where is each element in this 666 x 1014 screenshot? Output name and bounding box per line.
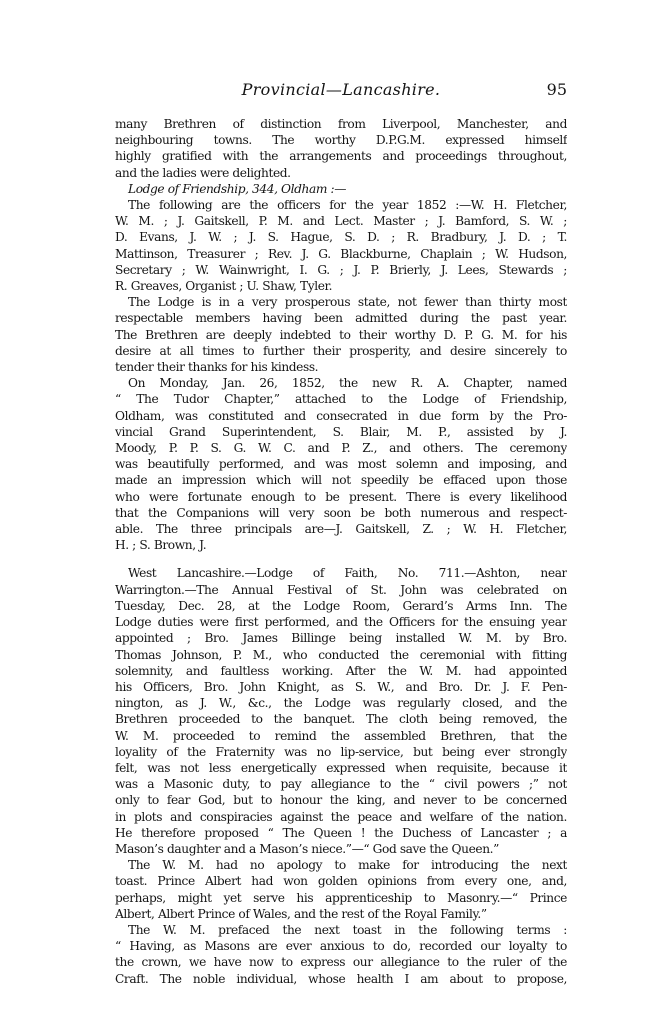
- text-line: W. M. ; J. Gaitskell, P. M. and Lect. Master ; J. Bamford, S. W. ;: [115, 214, 567, 229]
- text-line: that the Companions will very soon be both numerous and respect-: [115, 505, 567, 520]
- text-line: able. The three principals are—J. Gaitskell, Z. ; W. H. Fletcher,: [115, 522, 567, 537]
- text-line: “ Having, as Masons are ever anxious to do, recorded our loyalty to: [115, 939, 567, 954]
- text-line: “ The Tudor Chapter,” attached to the Lodge of Friendship,: [115, 392, 567, 407]
- paragraph-spacer: [115, 553, 567, 565]
- text-line: D. Evans, J. W. ; J. S. Hague, S. D. ; R. Bradbury, J. D. ; T.: [115, 230, 567, 245]
- text-line: Albert, Albert Prince of Wales, and the rest of the Royal Family.”: [115, 906, 487, 921]
- text-line: was a Masonic duty, to pay allegiance to the “ civil powers ;” not: [115, 777, 567, 792]
- text-line: Brethren proceeded to the banquet. The cloth being removed, the: [115, 712, 567, 727]
- text-line: nington, as J. W., &c., the Lodge was regularly closed, and the: [115, 696, 567, 711]
- text-line: He therefore proposed “ The Queen ! the Duchess of Lancaster ; a: [115, 825, 567, 840]
- text-line: West Lancashire.—Lodge of Faith, No. 711.—Ashton, near: [128, 566, 567, 581]
- text-line: Mason’s daughter and a Mason’s niece.”—“ God save the Queen.”: [115, 841, 499, 856]
- text-line: solemnity, and faultless working. After the W. M. had appointed: [115, 663, 567, 678]
- text-line: The W. M. prefaced the next toast in the following terms :: [128, 922, 567, 937]
- text-line: loyality of the Fraternity was no lip-service, but being ever strongly: [115, 744, 567, 759]
- text-line: was beautifully performed, and was most solemn and imposing, and: [115, 457, 567, 472]
- text-line: toast. Prince Albert had won golden opinions from every one, and,: [115, 874, 567, 889]
- text-line: Oldham, was constituted and consecrated in due form by the Pro-: [115, 408, 567, 423]
- text-line: The following are the officers for the year 1852 :—W. H. Fletcher,: [128, 198, 567, 213]
- text-line: H. ; S. Brown, J.: [115, 538, 207, 553]
- page-number: 95: [546, 80, 567, 99]
- text-line: appointed ; Bro. James Billinge being installed W. M. by Bro.: [115, 631, 567, 646]
- text-line: his Officers, Bro. John Knight, as S. W., and Bro. Dr. J. F. Pen-: [115, 679, 567, 694]
- text-line: only to fear God, but to honour the king, and never to be concerned: [115, 793, 567, 808]
- text-line: vincial Grand Superintendent, S. Blair, M. P., assisted by J.: [115, 424, 567, 439]
- text-line: Mattinson, Treasurer ; Rev. J. G. Blackburne, Chaplain ; W. Hudson,: [115, 246, 567, 261]
- text-line: in plots and conspiracies against the peace and welfare of the nation.: [115, 809, 567, 824]
- text-line: On Monday, Jan. 26, 1852, the new R. A. Chapter, named: [128, 376, 567, 391]
- running-title: Provincial—Lancashire.: [241, 80, 441, 99]
- text-line: highly gratified with the arrangements and proceedings throughout,: [115, 149, 567, 164]
- text-line: Tuesday, Dec. 28, at the Lodge Room, Gerard’s Arms Inn. The: [115, 598, 567, 613]
- body-text: [115, 116, 567, 987]
- text-line: R. Greaves, Organist ; U. Shaw, Tyler.: [115, 279, 333, 294]
- text-line: W. M. proceeded to remind the assembled Brethren, that the: [115, 728, 567, 743]
- text-line: Craft. The noble individual, whose health I am about to propose,: [115, 971, 567, 986]
- text-line: The Lodge is in a very prosperous state, not fewer than thirty most: [128, 295, 567, 310]
- text-line: perhaps, might yet serve his apprenticeship to Masonry.—“ Prince: [115, 890, 567, 905]
- text-line: Lodge of Friendship, 344, Oldham :—: [128, 181, 346, 196]
- text-line: made an impression which will not speedily be effaced upon those: [115, 473, 567, 488]
- text-line: The W. M. had no apology to make for introducing the next: [128, 858, 567, 873]
- text-line: tender their thanks for his kindess.: [115, 360, 319, 375]
- text-line: Thomas Johnson, P. M., who conducted the ceremonial with fitting: [115, 647, 567, 662]
- page-header: [115, 80, 567, 104]
- text-line: The Brethren are deeply indebted to their worthy D. P. G. M. for his: [115, 327, 567, 342]
- text-line: neighbouring towns. The worthy D.P.G.M. expressed himself: [115, 133, 567, 148]
- text-line: Moody, P. P. S. G. W. C. and P. Z., and others. The ceremony: [115, 441, 567, 456]
- text-line: the crown, we have now to express our allegiance to the ruler of the: [115, 955, 567, 970]
- text-line: respectable members having been admitted during the past year.: [115, 311, 567, 326]
- text-line: and the ladies were delighted.: [115, 165, 291, 180]
- text-line: felt, was not less energetically expressed when requisite, because it: [115, 760, 567, 775]
- text-line: Warrington.—The Annual Festival of St. John was celebrated on: [115, 582, 567, 597]
- text-line: many Brethren of distinction from Liverpool, Manchester, and: [115, 117, 567, 131]
- text-line: Lodge duties were first performed, and the Officers for the ensuing year: [115, 615, 567, 630]
- text-line: desire at all times to further their prosperity, and desire sincerely to: [115, 343, 567, 358]
- text-line: Secretary ; W. Wainwright, I. G. ; J. P. Brierly, J. Lees, Stewards ;: [115, 262, 567, 277]
- text-line: who were fortunate enough to be present. There is every likelihood: [115, 489, 567, 504]
